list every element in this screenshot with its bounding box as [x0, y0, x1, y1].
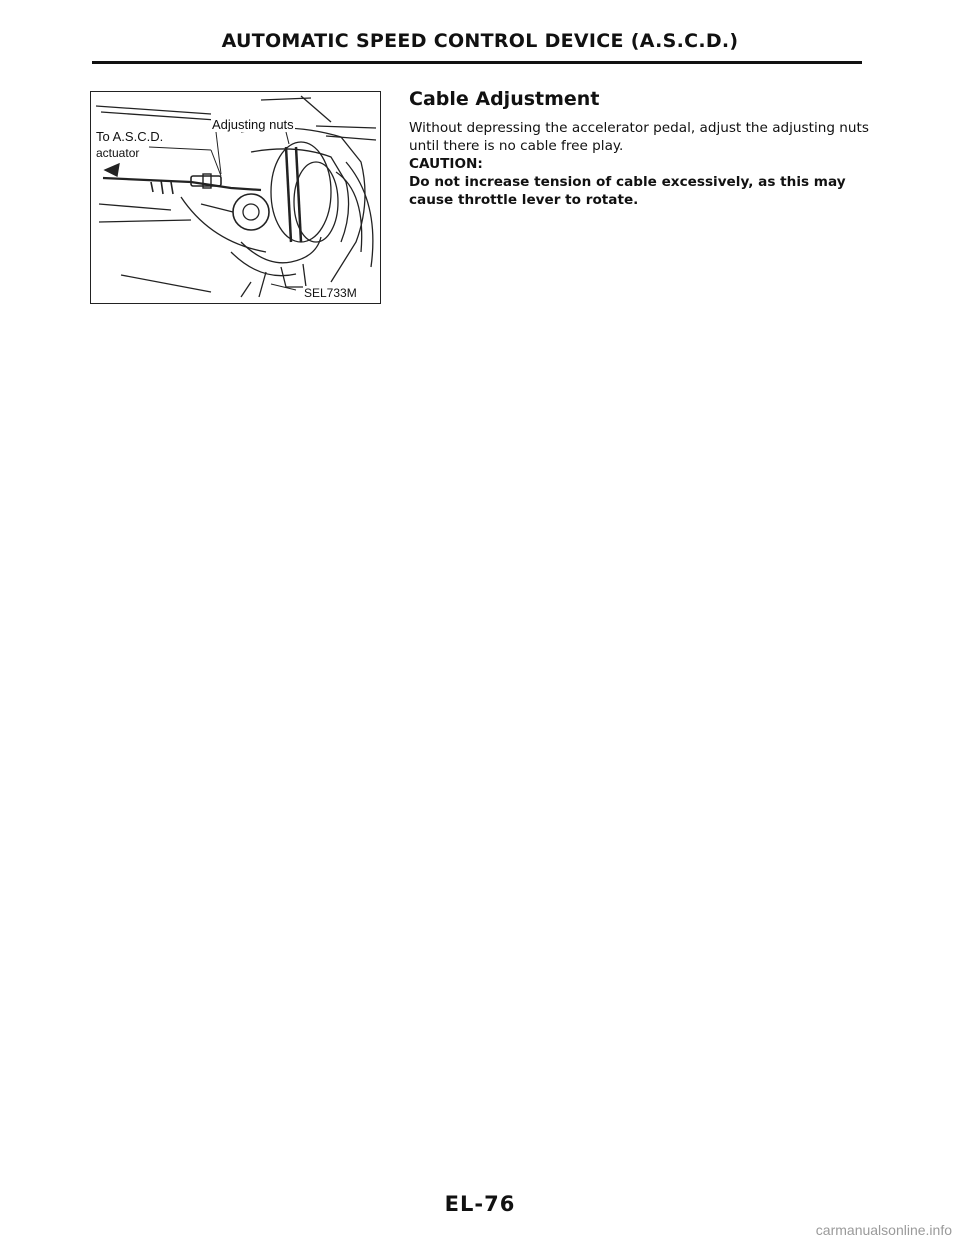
figure-code: SEL733M	[304, 286, 357, 300]
cable-adjustment-figure	[90, 91, 381, 304]
instruction-text: Without depressing the accelerator pedal, adjust the adjusting nuts until there is no cable free play.	[409, 120, 869, 154]
watermark: carmanualsonline.info	[815, 1222, 952, 1238]
label-adjusting-nuts: Adjusting nuts	[212, 117, 294, 132]
section-body	[409, 119, 869, 209]
caution-text: Do not increase tension of cable excessively, as this may cause throttle lever to rotate.	[409, 174, 846, 208]
caution-label: CAUTION:	[409, 156, 483, 172]
label-actuator: actuator	[96, 146, 140, 160]
page-header-title: AUTOMATIC SPEED CONTROL DEVICE (A.S.C.D.)	[221, 30, 739, 52]
section-title: Cable Adjustment	[409, 88, 600, 110]
header-rule	[92, 61, 862, 64]
page-number: EL-76	[444, 1192, 516, 1216]
label-to-actuator: To A.S.C.D.	[96, 129, 164, 144]
